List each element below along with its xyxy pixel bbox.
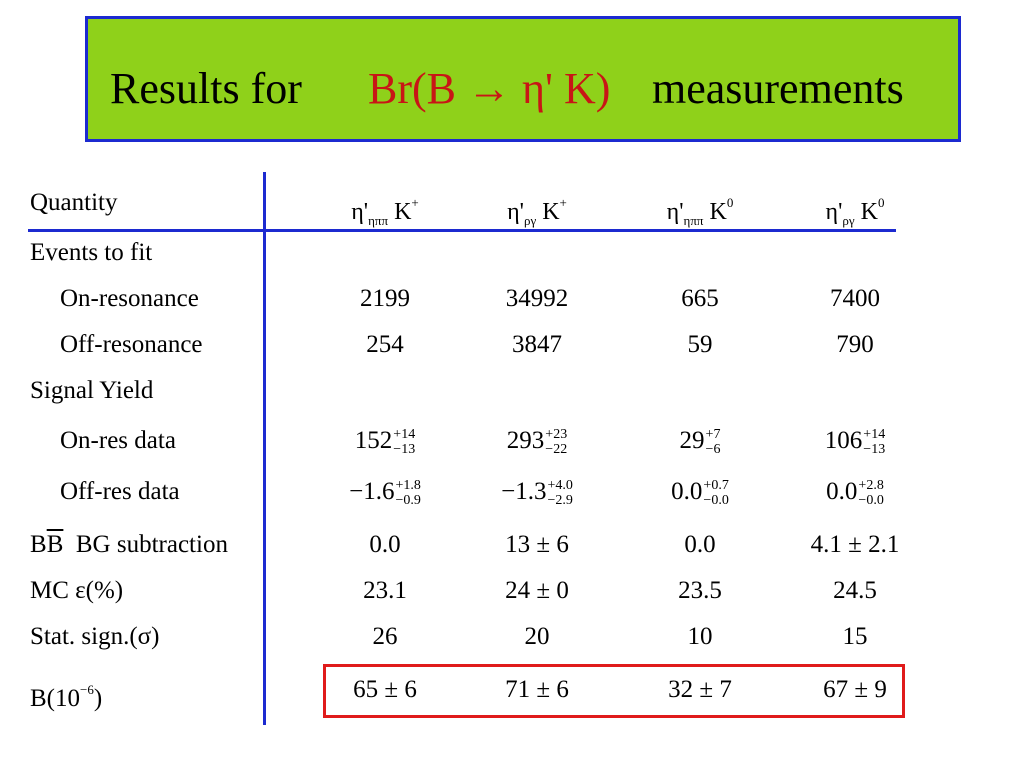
table-cell: 254 (366, 331, 404, 358)
table-cell: −1.6 +1.8 −0.9 (349, 478, 421, 509)
mode-header-4: $\eta'_{\rho\gamma}$ $K^0$ (825, 195, 885, 228)
table-cell: 665 (681, 285, 719, 312)
row-label: Off-resonance (60, 331, 203, 358)
title-formula: Br(B → η' K) (368, 64, 611, 113)
row-label: $B(10^{-6})$ (30, 682, 103, 712)
table-cell: 23.1 (363, 577, 407, 604)
table-cell: 24 ± 0 (505, 577, 569, 604)
table-cell: 10 (687, 623, 713, 650)
section-label: Signal Yield (30, 377, 154, 404)
section-label: Events to fit (30, 239, 153, 266)
table-row (0, 419, 1024, 463)
table-cell: 3847 (512, 331, 562, 358)
table-cell: 2199 (360, 285, 410, 312)
table-cell: 293 +23 −22 (506, 427, 568, 458)
title-prefix: Results for (110, 64, 302, 113)
row-label: On-resonance (60, 285, 199, 312)
table-cell: 0.0 (684, 531, 716, 558)
table-cell: 59 (687, 331, 713, 358)
table-row (0, 231, 1024, 275)
table-cell: 106 +14 −13 (824, 427, 886, 458)
row-label: On-res data (60, 427, 176, 454)
title-banner (85, 16, 961, 142)
table-cell: 24.5 (833, 577, 877, 604)
table-row (0, 668, 1024, 712)
row-label: Stat. sign.(σ) (30, 623, 160, 650)
table-cell: 20 (524, 623, 550, 650)
table-row (0, 470, 1024, 514)
table-row (0, 277, 1024, 321)
table-cell: 7400 (830, 285, 880, 312)
table-cell: 790 (836, 331, 874, 358)
table-cell: 15 (842, 623, 868, 650)
table-cell: 152 +14 −13 (354, 427, 416, 458)
table-cell: 67 ± 9 (823, 676, 887, 703)
table-row (0, 369, 1024, 413)
table-cell: 23.5 (678, 577, 722, 604)
table-cell: 13 ± 6 (505, 531, 569, 558)
table-cell: 0.0 +2.8 −0.0 (826, 478, 884, 509)
table-cell: 0.0 (369, 531, 401, 558)
table-row (0, 323, 1024, 367)
row-label: MC ε(%) (30, 577, 124, 604)
table-cell: 29 +7 −6 (679, 427, 721, 458)
quantity-header: Quantity (30, 189, 118, 216)
mode-header-3: $\eta'_{\eta\pi\pi}$ $K^0$ (666, 195, 734, 228)
mode-header-2: $\eta'_{\rho\gamma}$ K+ (507, 195, 567, 228)
table-cell: 34992 (505, 285, 569, 312)
table-cell: 71 ± 6 (505, 676, 569, 703)
table-cell: 26 (372, 623, 398, 650)
table-cell: 32 ± 7 (668, 676, 732, 703)
table-cell: 65 ± 6 (353, 676, 417, 703)
header-row (0, 181, 1024, 228)
table-cell: 4.1 ± 2.1 (810, 531, 900, 558)
row-label: Off-res data (60, 478, 180, 505)
mode-header-1: $\eta'_{\eta\pi\pi}$ K+ (351, 195, 419, 228)
table-row (0, 569, 1024, 613)
table-cell: 0.0 +0.7 −0.0 (671, 478, 729, 509)
table-row (0, 523, 1024, 567)
row-label: $B\overline{B}$ BG subtraction (30, 531, 228, 558)
title-suffix: measurements (652, 64, 904, 113)
table-row (0, 615, 1024, 659)
table-cell: −1.3 +4.0 −2.9 (501, 478, 573, 509)
